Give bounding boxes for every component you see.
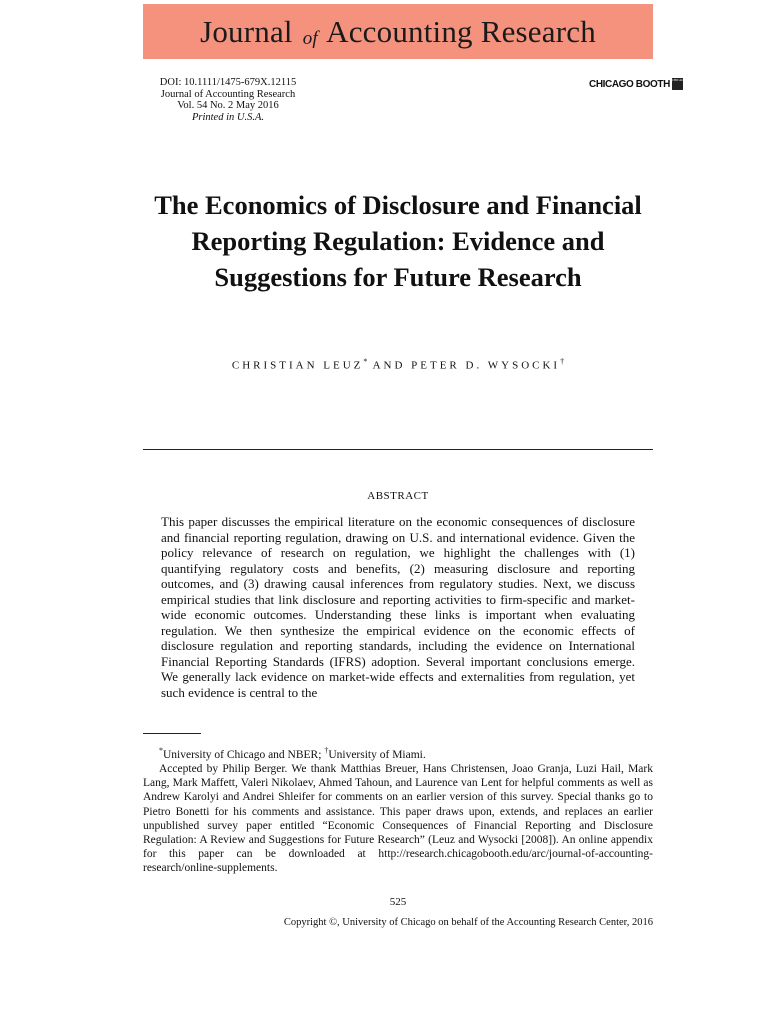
printed-in: Printed in U.S.A. bbox=[191, 111, 265, 123]
abstract-heading: ABSTRACT bbox=[367, 490, 429, 502]
affiliation-1: University of Chicago and NBER; bbox=[163, 748, 325, 761]
volume-info: Vol. 54 No. 2 May 2016 bbox=[177, 100, 279, 111]
affiliation-2-mark: † bbox=[324, 746, 329, 755]
abstract-text: This paper discusses the empirical literature on the economic consequences of disclosure and financial reporting regulation, drawing on U.S. and international evidence. Given the policy relevance of research on regulation, we highlight the challenges with (1) quantifying regulatory costs and benefits, (2) measuring disclosure and reporting outcomes, and (3) drawing causal inferences from regulatory studies. Next, we discuss empirical studies that link disclosure and reporting activities to firm-specific and market-wide economic outcomes. Understanding these links is important when evaluating regulation. We then synthesize the empirical evidence on the economic effects of disclosure regulation and reporting standards, including the evidence on International Financial Reporting Standards (IFRS) adoption. Several important conclusions emerge. We generally lack evidence on market-wide effects and externalities from regulation, yet such evidence is central to the bbox=[161, 514, 635, 700]
author-connector: AND bbox=[372, 359, 406, 372]
title-divider bbox=[143, 449, 653, 450]
affiliation-2: University of Miami. bbox=[328, 748, 426, 761]
acknowledgment: Accepted by Philip Berger. We thank Matthias Breuer, Hans Christensen, Joao Granja, Luzi Hail, Mark Lang, Mark Maffett, Valeri Nikolaev, Ahmed Tahoun, and Laurence van Lent for helpful comments as well as Andrew Karolyi and Andrei Shleifer for comments on an earlier version of this survey. Special thanks go to Pietro Bonetti for his comments and assistance. This paper draws upon, extends, and replaces an earlier unpublished survey paper entitled “Economic Consequences of Financial Reporting and Disclosure Regulation: A Review and Suggestions for Future Research” (Leuz and Wysocki [2008]). An online appendix for this paper can be downloaded at http://research.chicagobooth.edu/arc/journal-of-accounting-research/online-supplements. bbox=[143, 763, 653, 875]
logo-text: CHICAGO BOOTH bbox=[589, 78, 670, 90]
copyright: Copyright ©, University of Chicago on behalf of the Accounting Research Center, 2016 bbox=[283, 917, 653, 928]
journal-banner bbox=[143, 4, 653, 59]
affiliations bbox=[143, 744, 653, 762]
shield-icon: CHICAGO bbox=[672, 78, 683, 90]
journal-line: Journal of Accounting Research bbox=[160, 88, 296, 100]
journal-name-part1: Journal bbox=[200, 13, 293, 49]
journal-name-part2: Accounting Research bbox=[326, 13, 596, 49]
journal-name bbox=[200, 14, 596, 50]
chicago-booth-logo bbox=[589, 78, 686, 90]
doi: DOI: 10.1111/1475-679X.12115 bbox=[159, 77, 297, 88]
author-1-mark: * bbox=[363, 357, 368, 366]
footnote-divider bbox=[143, 733, 201, 734]
authors bbox=[143, 357, 653, 372]
journal-name-of: of bbox=[302, 27, 318, 49]
affiliation-1-mark: * bbox=[159, 746, 163, 755]
author-2-mark: † bbox=[560, 357, 565, 366]
footnotes bbox=[143, 744, 653, 876]
page-number: 525 bbox=[389, 896, 407, 908]
article-meta bbox=[143, 77, 313, 123]
author-1: CHRISTIAN LEUZ bbox=[231, 359, 364, 372]
author-2: PETER D. WYSOCKI bbox=[411, 359, 561, 372]
article-title: The Economics of Disclosure and Financial Reporting Regulation: Evidence and Suggestions for Future Research bbox=[154, 190, 642, 292]
